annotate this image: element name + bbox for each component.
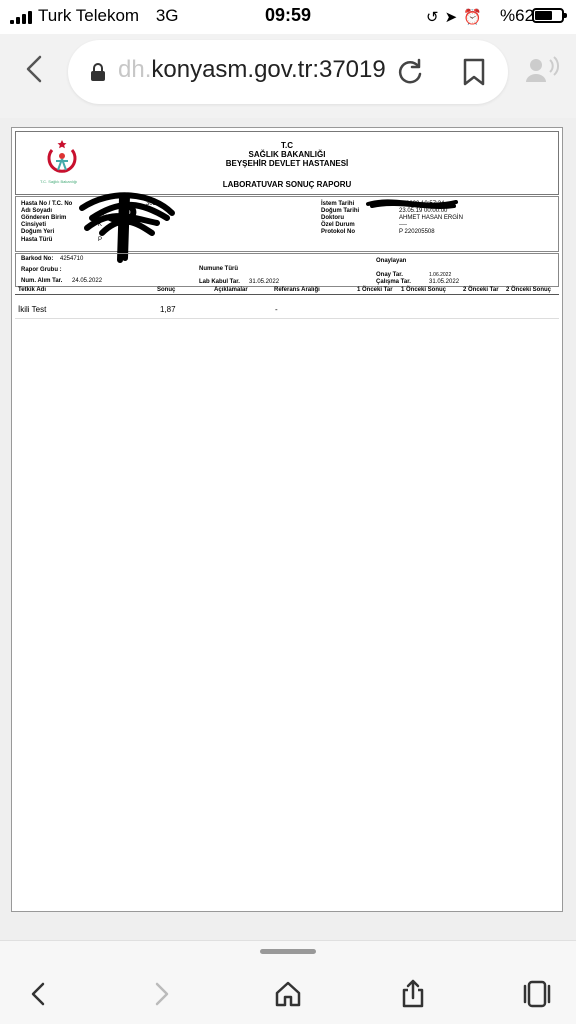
label-adi-soyadi: Adı Soyadı xyxy=(21,208,53,214)
label-istem-tarihi: İstem Tarihi xyxy=(321,201,355,207)
back-icon[interactable] xyxy=(20,54,50,84)
value-lab-kabul-tar: 31.05.2022 xyxy=(249,279,280,285)
value-onay-tar: 1.06.2022 xyxy=(429,272,452,278)
value-protokol-no: P 220205508 xyxy=(399,229,435,235)
report-hospital: BEYŞEHİR DEVLET HASTANESİ xyxy=(225,159,349,168)
label-onaylayan: Onaylayan xyxy=(376,258,407,264)
lab-report-page[interactable] xyxy=(11,127,563,912)
label-lab-kabul-tar: Lab Kabul Tar. xyxy=(199,279,240,285)
label-onay-tar: Onay Tar. xyxy=(376,272,403,278)
label-num-alim-tar: Num. Alım Tar. xyxy=(21,278,63,284)
url-field[interactable] xyxy=(68,40,508,104)
label-gonderen-birim: Gönderen Birim xyxy=(21,215,67,221)
col-header-2-onceki-sonuc: 2 Önceki Sonuç xyxy=(506,287,552,293)
label-barkod: Barkod No: xyxy=(21,256,54,262)
url-text: konyasm.gov.tr:37019 xyxy=(151,56,386,83)
back-arrow-icon[interactable] xyxy=(24,979,54,1009)
home-icon[interactable] xyxy=(273,979,303,1009)
report-title: LABORATUVAR SONUÇ RAPORU xyxy=(222,180,352,189)
label-rapor-grubu: Rapor Grubu : xyxy=(21,267,62,273)
result-reference: - xyxy=(275,305,278,314)
label-cinsiyeti: Cinsiyeti xyxy=(21,222,47,228)
col-header-tetkik-adi: Tetkik Adı xyxy=(18,287,47,293)
logo-caption: T.C. Sağlık Bakanlığı xyxy=(40,179,78,184)
lock-rotation-icon: ↺ xyxy=(426,9,445,26)
col-header-1-onceki-sonuc: 1 Önceki Sonuç xyxy=(401,287,447,293)
value-ozel-durum: ---- xyxy=(399,222,407,228)
label-calisma-tar: Çalışma Tar. xyxy=(376,279,411,285)
tabs-icon[interactable] xyxy=(522,979,552,1009)
value-doktoru: AHMET HASAN ERGİN xyxy=(399,215,463,221)
col-header-2-onceki-tar: 2 Önceki Tar xyxy=(463,287,499,293)
report-country: T.C xyxy=(281,141,293,150)
network-type: 3G xyxy=(155,6,179,25)
table-row-divider xyxy=(15,318,559,319)
result-test-name: İkili Test xyxy=(18,305,47,314)
lock-icon xyxy=(90,62,106,82)
label-dogum-tarihi: Doğum Tarihi xyxy=(321,208,360,214)
value-calisma-tar: 31.05.2022 xyxy=(429,279,460,285)
browser-toolbar xyxy=(0,940,576,1024)
report-header xyxy=(15,131,559,195)
value-gonderen-birim: 632 xyxy=(98,215,109,221)
col-header-1-onceki-tar: 1 Önceki Tar xyxy=(357,287,393,293)
table-header-divider xyxy=(15,294,559,295)
status-bar xyxy=(0,0,576,34)
reload-icon[interactable] xyxy=(396,58,424,86)
alarm-icon: ⏰ xyxy=(463,9,488,26)
forward-arrow-icon[interactable] xyxy=(146,979,176,1009)
col-header-aciklamalar: Açıklamalar xyxy=(214,287,248,293)
label-hasta-turu: Hasta Türü xyxy=(21,237,53,243)
value-cinsiyeti: K xyxy=(98,222,103,228)
bookmark-icon[interactable] xyxy=(462,58,486,86)
label-hasta-no: Hasta No / T.C. No xyxy=(21,201,73,207)
clock: 09:59 xyxy=(264,5,312,25)
value-hasta-no: 308 xyxy=(146,201,157,207)
battery-icon xyxy=(532,8,564,23)
browser-address-bar xyxy=(0,34,576,118)
label-doktoru: Doktoru xyxy=(321,215,344,221)
value-num-alim-tar: 24.05.2022 xyxy=(72,278,103,284)
redaction-scribble-date xyxy=(364,196,459,212)
label-numune-turu: Numune Türü xyxy=(199,266,238,272)
label-protokol-no: Protokol No xyxy=(321,229,355,235)
value-barkod: 4254710 xyxy=(60,256,84,262)
col-header-sonuc: Sonuç xyxy=(157,287,176,293)
value-hasta-turu: P xyxy=(98,237,103,243)
speaker-icon[interactable] xyxy=(524,54,560,84)
sample-info-box xyxy=(15,253,559,287)
result-value: 1,87 xyxy=(160,305,176,314)
label-dogum-yeri: Doğum Yeri xyxy=(21,229,55,235)
url-prefix: dh. xyxy=(118,56,152,83)
label-ozel-durum: Özel Durum xyxy=(321,222,355,228)
value-dogum-tarihi: 23.05.19 00:00:00 xyxy=(399,208,448,214)
col-header-referans-araligi: Referans Aralığı xyxy=(274,287,320,293)
battery-percent: %62 xyxy=(500,6,535,25)
report-ministry: SAĞLIK BAKANLIĞI xyxy=(248,150,326,159)
value-istem-tarihi: 2022 10:57:34 xyxy=(406,201,445,207)
share-icon[interactable] xyxy=(398,979,428,1009)
drag-handle[interactable] xyxy=(260,949,316,954)
carrier-name: Turk Telekom xyxy=(38,6,140,25)
location-icon: ➤ xyxy=(444,9,464,26)
